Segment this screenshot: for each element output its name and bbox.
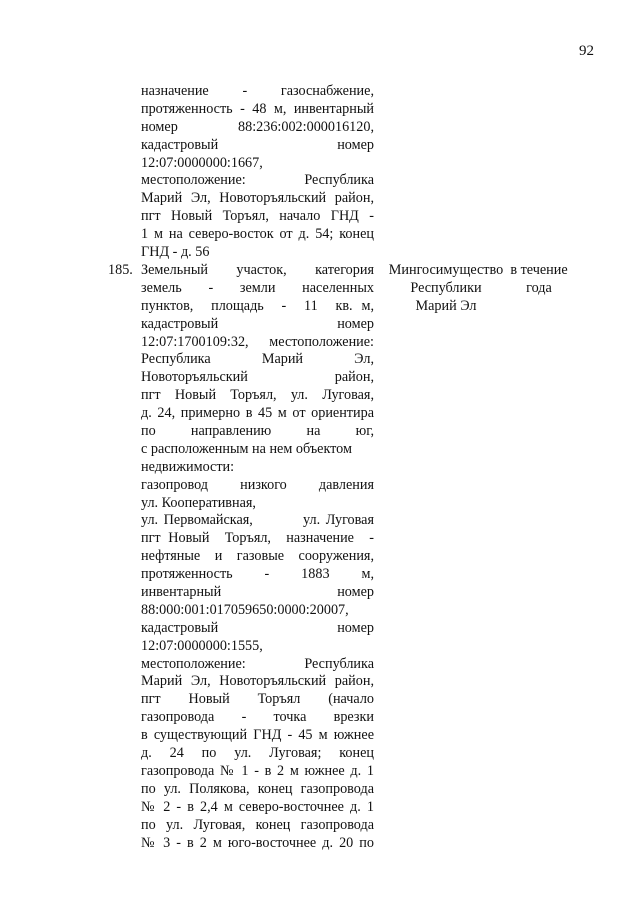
text-line: пгт Новый Торъял, назначение - (141, 530, 374, 547)
text-line: 12:07:0000000:1667, (141, 154, 263, 171)
text-line: местоположение: Республика (141, 172, 374, 189)
text-line: 12:07:0000000:1555, (141, 637, 263, 654)
deadline-line: в течение (510, 262, 568, 278)
text-line: кадастровый номер (141, 136, 374, 153)
text-line: номер 88:236:002:000016120, (141, 118, 374, 135)
text-line: пгт Новый Торъял (начало (141, 691, 374, 708)
text-line: д. 24, примерно в 45 м от ориентира (141, 405, 374, 422)
text-line: нефтяные и газовые сооружения, (141, 548, 374, 565)
text-line: недвижимости: (141, 458, 235, 475)
responsible-line: Республики (410, 279, 482, 296)
text-line: пгт Новый Торъял, ул. Луговая, (141, 387, 374, 404)
responsible-line: Мингосимущество (388, 262, 504, 278)
text-line: Земельный участок, категория (141, 262, 374, 278)
text-line: 88:000:001:017059650:0000:20007, (141, 601, 349, 618)
text-line: № 2 - в 2,4 м северо-восточнее д. 1 (141, 798, 374, 815)
text-line: инвентарный номер (141, 584, 374, 601)
text-line: по ул. Луговая, конец газопровода (141, 816, 374, 833)
responsible-line: Марий Эл (415, 297, 477, 314)
responsible-party (384, 262, 508, 316)
text-line: по ул. Полякова, конец газопровода (141, 780, 374, 797)
text-line: № 3 - в 2 м юго-восточнее д. 20 по (141, 834, 374, 851)
text-line: с расположенным на нем объектом (141, 440, 352, 457)
page-number: 92 (579, 43, 594, 59)
text-line: газопровод низкого давления (141, 476, 374, 493)
text-line: назначение - газоснабжение, (141, 83, 374, 99)
text-line: д. 24 по ул. Луговая; конец (141, 745, 374, 762)
text-line: 12:07:1700109:32, местоположение: (141, 333, 374, 350)
text-line: протяженность - 1883 м, (141, 566, 374, 583)
text-line: ГНД - д. 56 (141, 244, 210, 261)
text-line: ул. Кооперативная, (141, 494, 256, 511)
text-line: газопровода - точка врезки (141, 709, 374, 726)
text-line: протяженность - 48 м, инвентарный (141, 100, 374, 117)
text-line: 1 м на северо-восток от д. 54; конец (141, 226, 374, 243)
text-line: земель - земли населенных (141, 279, 374, 296)
text-line: Марий Эл, Новоторъяльский район, (141, 190, 374, 207)
entry-description (141, 262, 374, 852)
text-line: по направлению на юг, (141, 423, 374, 440)
text-line: ул. Первомайская, ул. Луговая (141, 512, 374, 529)
entry-number: 185. (108, 262, 133, 278)
text-line: газопровода № 1 - в 2 м южнее д. 1 (141, 762, 374, 779)
continuation-description (141, 83, 374, 262)
text-line: кадастровый номер (141, 315, 374, 332)
text-line: Новоторъяльский район, (141, 369, 374, 386)
text-line: кадастровый номер (141, 619, 374, 636)
text-line: местоположение: Республика (141, 655, 374, 672)
text-line: пгт Новый Торъял, начало ГНД - (141, 208, 374, 225)
deadline (507, 262, 571, 298)
text-line: Марий Эл, Новоторъяльский район, (141, 673, 374, 690)
text-line: пунктов, площадь - 11 кв. м, (141, 297, 374, 314)
text-line: Республика Марий Эл, (141, 351, 374, 368)
deadline-line: года (526, 279, 552, 296)
text-line: в существующий ГНД - 45 м южнее (141, 727, 374, 744)
